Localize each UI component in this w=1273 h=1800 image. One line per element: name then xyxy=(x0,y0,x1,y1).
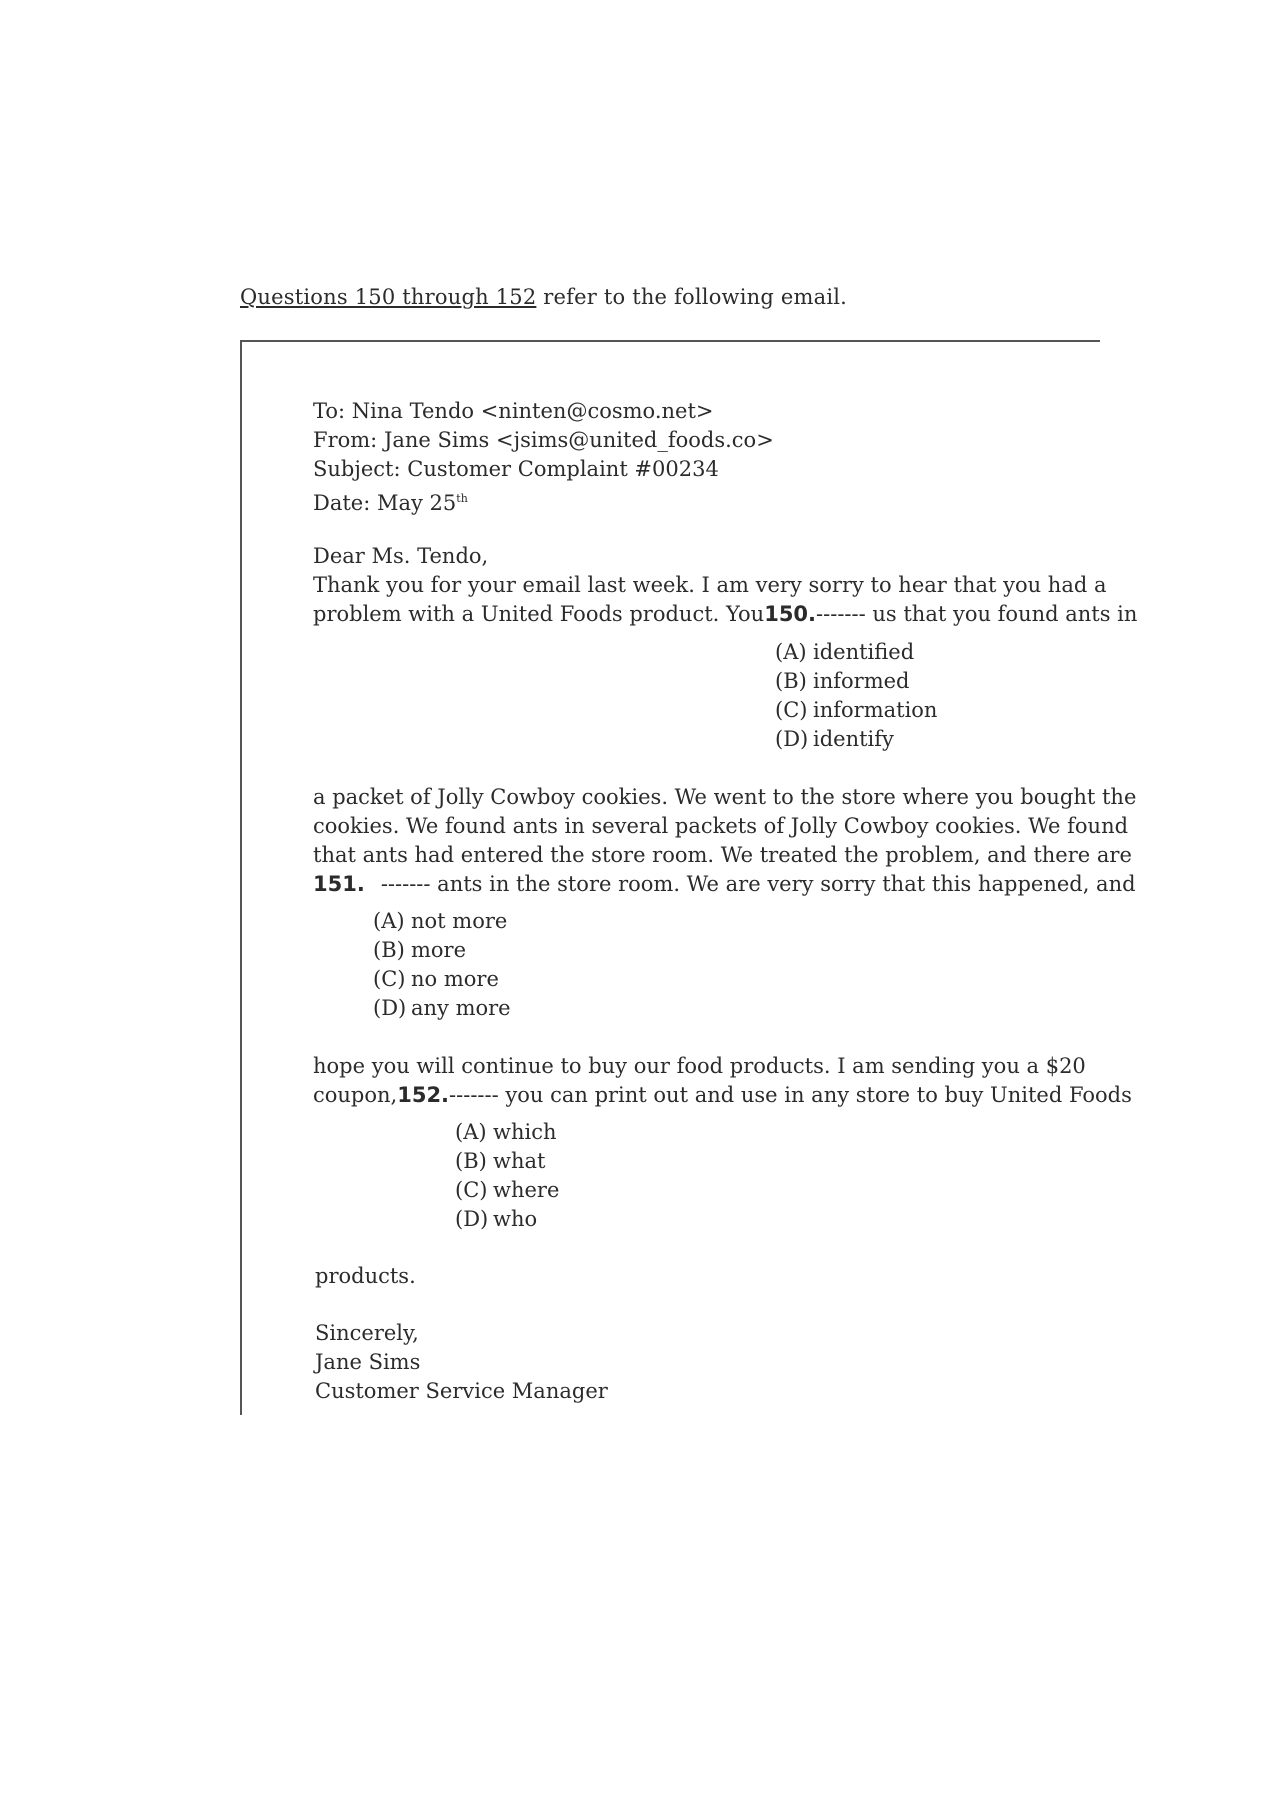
option-text: what xyxy=(493,1149,546,1173)
questions-range: Questions 150 through 152 xyxy=(240,285,537,309)
option-text: no more xyxy=(411,967,499,991)
option-text: who xyxy=(493,1207,538,1231)
option-text: informed xyxy=(813,669,910,693)
question-151-number: 151. xyxy=(313,872,365,896)
para2-line3 xyxy=(313,841,1132,870)
para3-line1 xyxy=(313,1052,1086,1081)
subject-value: Customer Complaint #00234 xyxy=(407,457,719,481)
option-letter: (D) xyxy=(455,1207,489,1231)
option-letter: (C) xyxy=(775,698,808,722)
date-value: May 25 xyxy=(377,491,457,515)
q151-option-c[interactable] xyxy=(373,965,499,994)
option-text: which xyxy=(493,1120,557,1144)
q150-option-b[interactable] xyxy=(775,667,909,696)
sender-title: Customer Service Manager xyxy=(315,1379,608,1403)
from-label: From: xyxy=(313,428,378,452)
para2-line4-after: ------- ants in the store room. We are very sorry that this happened, and xyxy=(380,872,1136,896)
subject-label: Subject: xyxy=(313,457,401,481)
from-line xyxy=(313,426,774,455)
greeting: Dear Ms. Tendo, xyxy=(313,544,489,568)
q151-option-a[interactable] xyxy=(373,907,507,936)
option-letter: (A) xyxy=(455,1120,487,1144)
option-text: identify xyxy=(813,727,894,751)
option-text: any more xyxy=(411,996,511,1020)
instructions-rest: refer to the following email. xyxy=(536,285,848,309)
option-text: more xyxy=(411,938,467,962)
q152-option-a[interactable] xyxy=(455,1118,557,1147)
q152-option-c[interactable] xyxy=(455,1176,559,1205)
q152-option-d[interactable] xyxy=(455,1205,537,1234)
option-letter: (A) xyxy=(775,640,807,664)
para1-line1-text: Thank you for your email last week. I am very sorry to hear that you had a xyxy=(313,573,1107,597)
email-frame-top-border xyxy=(240,340,1100,342)
option-text: where xyxy=(493,1178,560,1202)
q151-option-b[interactable] xyxy=(373,936,466,965)
para3-line1-text: hope you will continue to buy our food products. I am sending you a $20 xyxy=(313,1054,1086,1078)
para2-line2-text: cookies. We found ants in several packets of Jolly Cowboy cookies. We found xyxy=(313,814,1129,838)
option-letter: (D) xyxy=(775,727,809,751)
question-152-number: 152. xyxy=(397,1083,450,1107)
para1-line2-before: problem with a United Foods product. You xyxy=(313,602,765,626)
q151-option-d[interactable] xyxy=(373,994,511,1023)
para2-line4 xyxy=(313,870,1136,899)
para1-line1 xyxy=(313,571,1107,600)
para1-line2 xyxy=(313,600,1138,629)
option-letter: (B) xyxy=(775,669,807,693)
option-text: identified xyxy=(813,640,915,664)
q150-option-d[interactable] xyxy=(775,725,894,754)
option-letter: (B) xyxy=(373,938,405,962)
option-letter: (C) xyxy=(373,967,406,991)
option-letter: (A) xyxy=(373,909,405,933)
para3-line2-before: coupon, xyxy=(313,1083,398,1107)
to-line xyxy=(313,397,713,426)
para1-line2-after: ------- us that you found ants in xyxy=(816,602,1138,626)
para2-line2 xyxy=(313,812,1129,841)
to-value: Nina Tendo <ninten@cosmo.net> xyxy=(351,399,714,423)
option-letter: (C) xyxy=(455,1178,488,1202)
to-label: To: xyxy=(313,399,346,423)
q150-option-c[interactable] xyxy=(775,696,937,725)
para3-line2 xyxy=(313,1081,1132,1110)
from-value: Jane Sims <jsims@united_foods.co> xyxy=(383,428,774,452)
option-letter: (D) xyxy=(373,996,407,1020)
para4: products. xyxy=(315,1264,416,1288)
option-letter: (B) xyxy=(455,1149,487,1173)
q152-option-b[interactable] xyxy=(455,1147,545,1176)
q150-option-a[interactable] xyxy=(775,638,914,667)
para2-line1-text: a packet of Jolly Cowboy cookies. We went to the store where you bought the xyxy=(313,785,1137,809)
para2-line1 xyxy=(313,783,1137,812)
instructions xyxy=(240,285,847,309)
option-text: information xyxy=(813,698,938,722)
date-line xyxy=(313,484,468,513)
question-150-number: 150. xyxy=(764,602,817,626)
sign-off: Sincerely, xyxy=(315,1321,419,1345)
option-text: not more xyxy=(411,909,508,933)
para2-line3-text: that ants had entered the store room. We treated the problem, and there are xyxy=(313,843,1132,867)
date-label: Date: xyxy=(313,491,371,515)
para3-line2-after: ------- you can print out and use in any store to buy United Foods xyxy=(449,1083,1132,1107)
email-frame-left-border xyxy=(240,340,242,1415)
sender-name: Jane Sims xyxy=(315,1350,421,1374)
date-suffix: th xyxy=(456,492,468,505)
subject-line xyxy=(313,455,719,484)
